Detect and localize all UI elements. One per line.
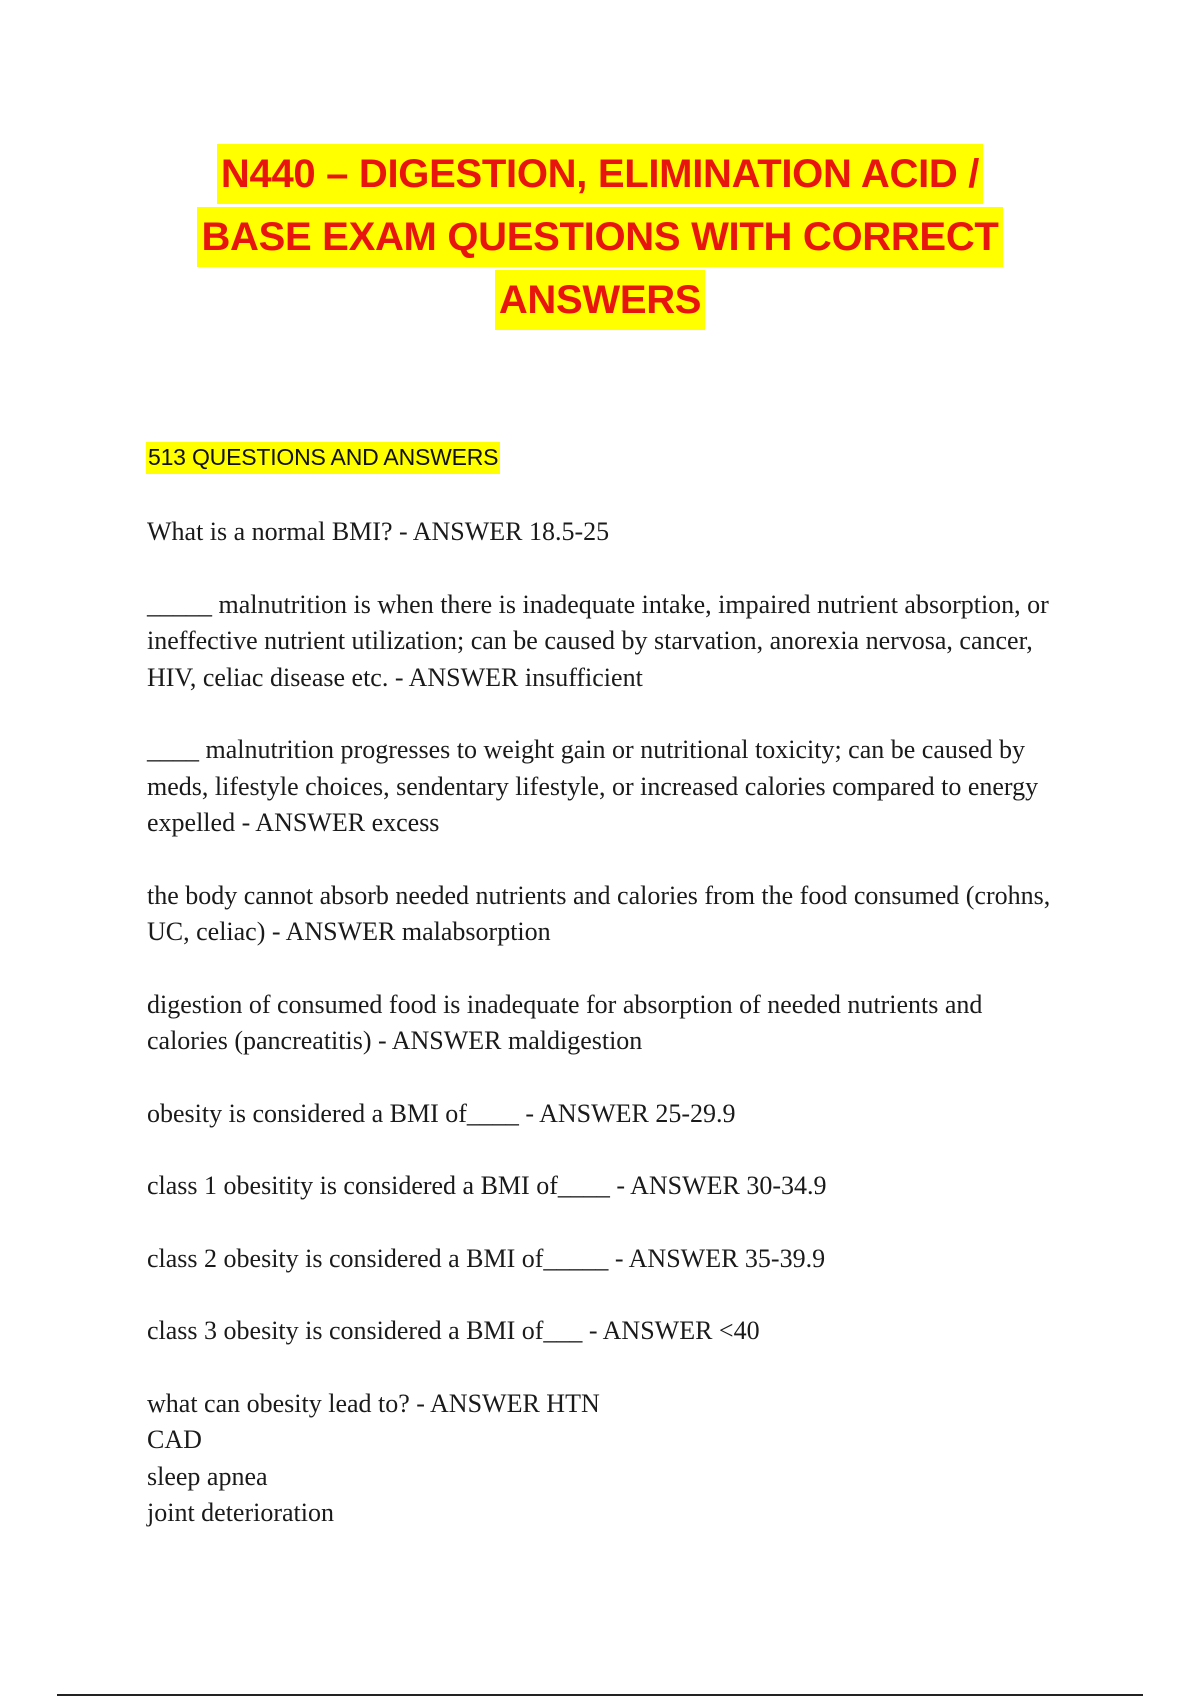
- qa-item: obesity is considered a BMI of____ - ANSWER 25-29.9: [147, 1098, 736, 1128]
- qa-answer-line: joint deterioration: [147, 1498, 335, 1527]
- qa-answer-line: CAD: [147, 1425, 202, 1454]
- title-line: ANSWERS: [495, 270, 705, 330]
- question-count-label: 513 QUESTIONS AND ANSWERS: [146, 442, 500, 474]
- qa-item: digestion of consumed food is inadequate for absorption of needed nutrients and calories (pancreatitis) - ANSWER maldigestion: [147, 989, 983, 1055]
- qa-item: class 2 obesity is considered a BMI of_____ - ANSWER 35-39.9: [147, 1243, 826, 1273]
- qa-item: the body cannot absorb needed nutrients and calories from the food consumed (crohns, UC, celiac) - ANSWER malabsorption: [147, 880, 1051, 946]
- qa-item: class 3 obesity is considered a BMI of___ - ANSWER <40: [147, 1316, 760, 1345]
- qa-answer-line: sleep apnea: [147, 1461, 268, 1491]
- document-title: [140, 143, 1060, 332]
- page-bottom-divider: [57, 1694, 1143, 1696]
- qa-item: [147, 1386, 1067, 1532]
- qa-item: _____ malnutrition is when there is inadequate intake, impaired nutrient absorption, or ineffective nutrient utilization; can be caused by starvation, anorexia nervosa, cancer, HIV, celiac disease etc. - ANSWER insufficient: [147, 589, 1049, 692]
- title-line: BASE EXAM QUESTIONS WITH CORRECT: [197, 207, 1002, 267]
- qa-item: What is a normal BMI? - ANSWER 18.5-25: [147, 517, 610, 546]
- qa-item-text: what can obesity lead to? - ANSWER HTN: [147, 1388, 600, 1418]
- qa-item: ____ malnutrition progresses to weight gain or nutritional toxicity; can be caused by meds, lifestyle choices, sendentary lifestyle, or increased calories compared to energy expelled - ANSWER excess: [147, 735, 1039, 837]
- title-line: N440 – DIGESTION, ELIMINATION ACID /: [217, 144, 983, 204]
- qa-item: class 1 obesitity is considered a BMI of____ - ANSWER 30-34.9: [147, 1171, 827, 1200]
- qa-list: [147, 514, 1067, 1568]
